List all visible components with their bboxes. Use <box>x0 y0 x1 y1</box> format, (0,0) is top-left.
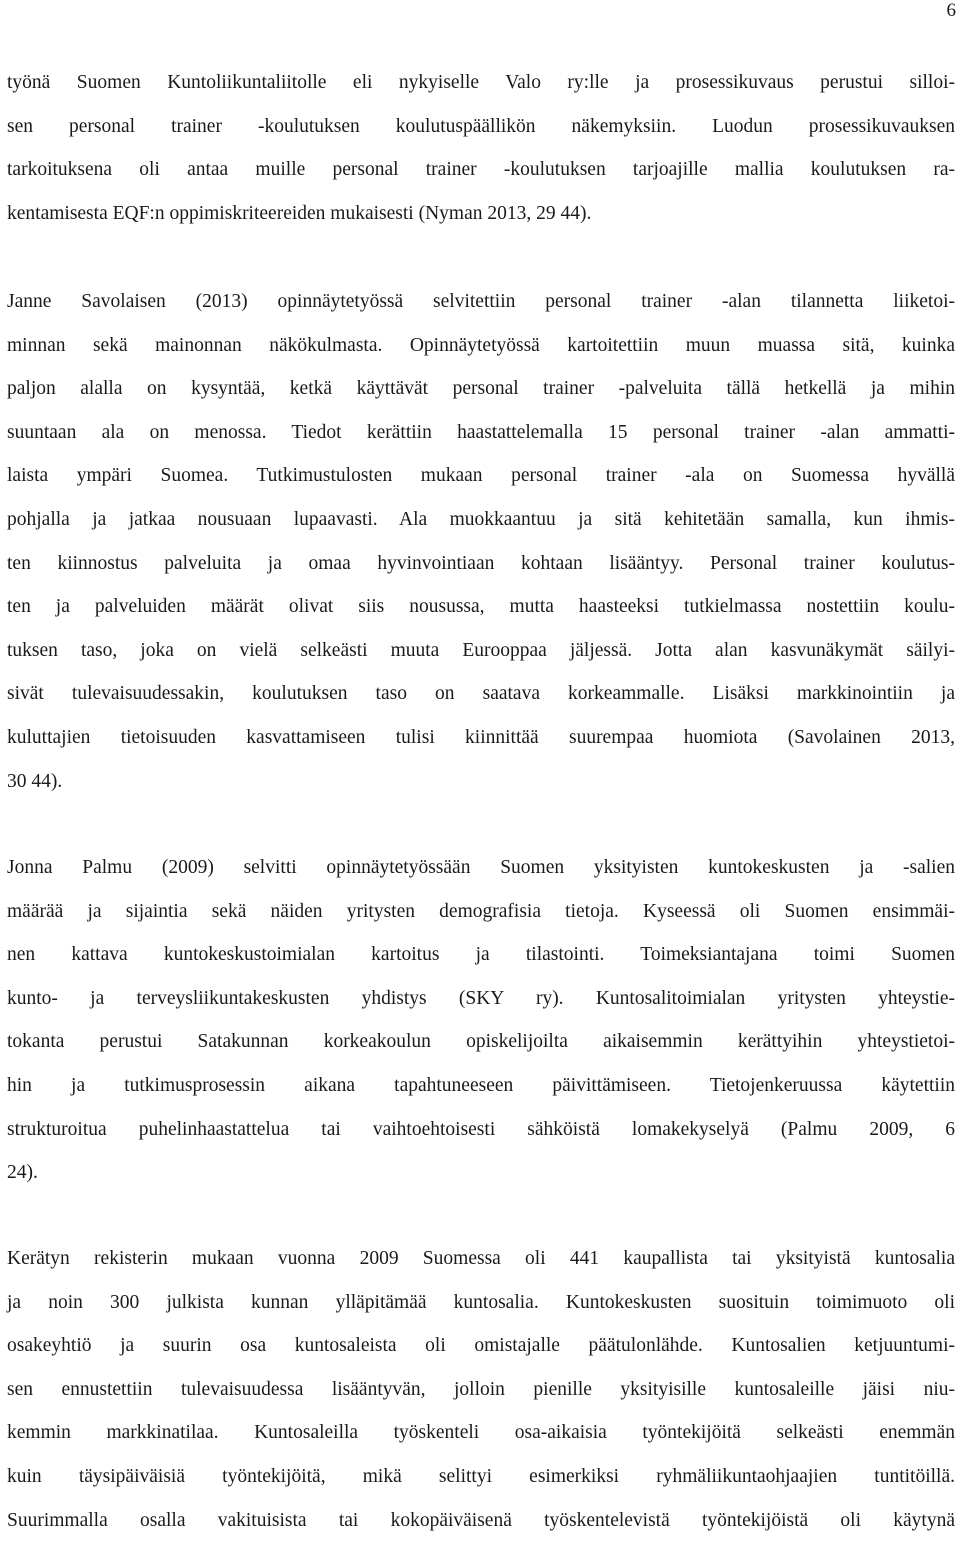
text-line: tuksen taso, joka on vielä selkeästi muuta Eurooppaa jäljessä. Jotta alan kasvunäkymät säilyi- <box>7 639 955 661</box>
text-line: ten kiinnostus palveluita ja omaa hyvinvointiaan kohtaan lisääntyy. Personal trainer koulutus- <box>7 552 955 574</box>
paragraph-1 <box>7 61 955 235</box>
text-line: työnä Suomen Kuntoliikuntaliitolle eli nykyiselle Valo ry:lle ja prosessikuvaus perustui silloi- <box>7 72 955 93</box>
text-line: Janne Savolaisen (2013) opinnäytetyössä selvitettiin personal trainer -alan tilannetta liiketoi- <box>7 291 955 312</box>
text-line: kuin täysipäiväisiä työntekijöitä, mikä selittyi esimerkiksi ryhmäliikuntaohjaajien tuntitöillä. <box>7 1465 955 1487</box>
text-line: 30 44). <box>7 770 63 792</box>
text-line: hin ja tutkimusprosessin aikana tapahtuneeseen päivittämiseen. Tietojenkeruussa käytettiin <box>7 1074 955 1096</box>
text-line: ten ja palveluiden määrät olivat siis nousussa, mutta haasteeksi tutkielmassa nostettiin koulu- <box>7 596 955 618</box>
text-line: kentamisesta EQF:n oppimiskriteereiden mukaisesti (Nyman 2013, 29 44). <box>7 202 592 224</box>
text-line: sen personal trainer -koulutuksen koulutuspäällikön näkemyksiin. Luodun prosessikuvauksen <box>7 115 955 137</box>
text-line: tarkoituksena oli antaa muille personal trainer -koulutuksen tarjoajille mallia koulutuksen ra- <box>7 159 955 181</box>
text-line: nen kattava kuntokeskustoimialan kartoitus ja tilastointi. Toimeksiantajana toimi Suomen <box>7 944 955 966</box>
text-line: tokanta perustui Satakunnan korkeakoulun opiskelijoilta aikaisemmin kerättyihin yhteystietoi- <box>7 1031 955 1053</box>
text-line: pohjalla ja jatkaa nousuaan lupaavasti. Ala muokkaantuu ja sitä kehitetään samalla, kun ihmis- <box>7 508 955 530</box>
text-line: määrää ja sijaintia sekä näiden yritysten demografisia tietoja. Kyseessä oli Suomen ensimmäi- <box>7 900 955 922</box>
text-line: ja noin 300 julkista kunnan ylläpitämää kuntosalia. Kuntokeskusten suosituin toimimuoto oli <box>7 1291 955 1313</box>
text-line: kuluttajien tietoisuuden kasvattamiseen tulisi kiinnittää suurempaa huomiota (Savolainen 2013, <box>7 726 955 748</box>
text-line: osakeyhtiö ja suurin osa kuntosaleista oli omistajalle päätulonlähde. Kuntosalien ketjuuntumi- <box>7 1335 955 1357</box>
page-number: 6 <box>946 0 956 21</box>
paragraph-2 <box>7 280 955 803</box>
text-line: suuntaan ala on menossa. Tiedot kerättiin haastattelemalla 15 personal trainer -alan ammatti- <box>7 421 955 443</box>
text-line: strukturoitua puhelinhaastattelua tai vaihtoehtoisesti sähköistä lomakekyselyä (Palmu 2009, 6 <box>7 1118 955 1140</box>
paragraph-4 <box>7 1237 955 1542</box>
text-line: sivät tulevaisuudessakin, koulutuksen taso on saatava korkeammalle. Lisäksi markkinointiin ja <box>7 683 955 705</box>
text-line: 24). <box>7 1162 38 1184</box>
text-line: Kerätyn rekisterin mukaan vuonna 2009 Suomessa oli 441 kaupallista tai yksityistä kuntosalia <box>7 1248 955 1269</box>
text-line: Jonna Palmu (2009) selvitti opinnäytetyössään Suomen yksityisten kuntokeskusten ja -salien <box>7 857 955 878</box>
text-line: paljon alalla on kysyntää, ketkä käyttävät personal trainer -palveluita tällä hetkellä ja mihin <box>7 378 955 400</box>
text-line: Suurimmalla osalla vakituisista tai kokopäiväisenä työskentelevistä työntekijöistä oli käytynä <box>7 1509 955 1531</box>
text-line: minnan sekä mainonnan näkökulmasta. Opinnäytetyössä kartoitettiin muun muassa sitä, kuinka <box>7 334 955 356</box>
text-line: sen ennustettiin tulevaisuudessa lisääntyvän, jolloin pienille yksityisille kuntosaleille jäisi niu- <box>7 1378 955 1400</box>
text-line: laista ympäri Suomea. Tutkimustulosten mukaan personal trainer -ala on Suomessa hyvällä <box>7 465 955 487</box>
text-line: kemmin markkinatilaa. Kuntosaleilla työskenteli osa-aikaisia työntekijöitä selkeästi enemmän <box>7 1422 955 1444</box>
text-line: kunto- ja terveysliikuntakeskusten yhdistys (SKY ry). Kuntosalitoimialan yritysten yhteystie- <box>7 987 955 1009</box>
paragraph-3 <box>7 846 955 1195</box>
